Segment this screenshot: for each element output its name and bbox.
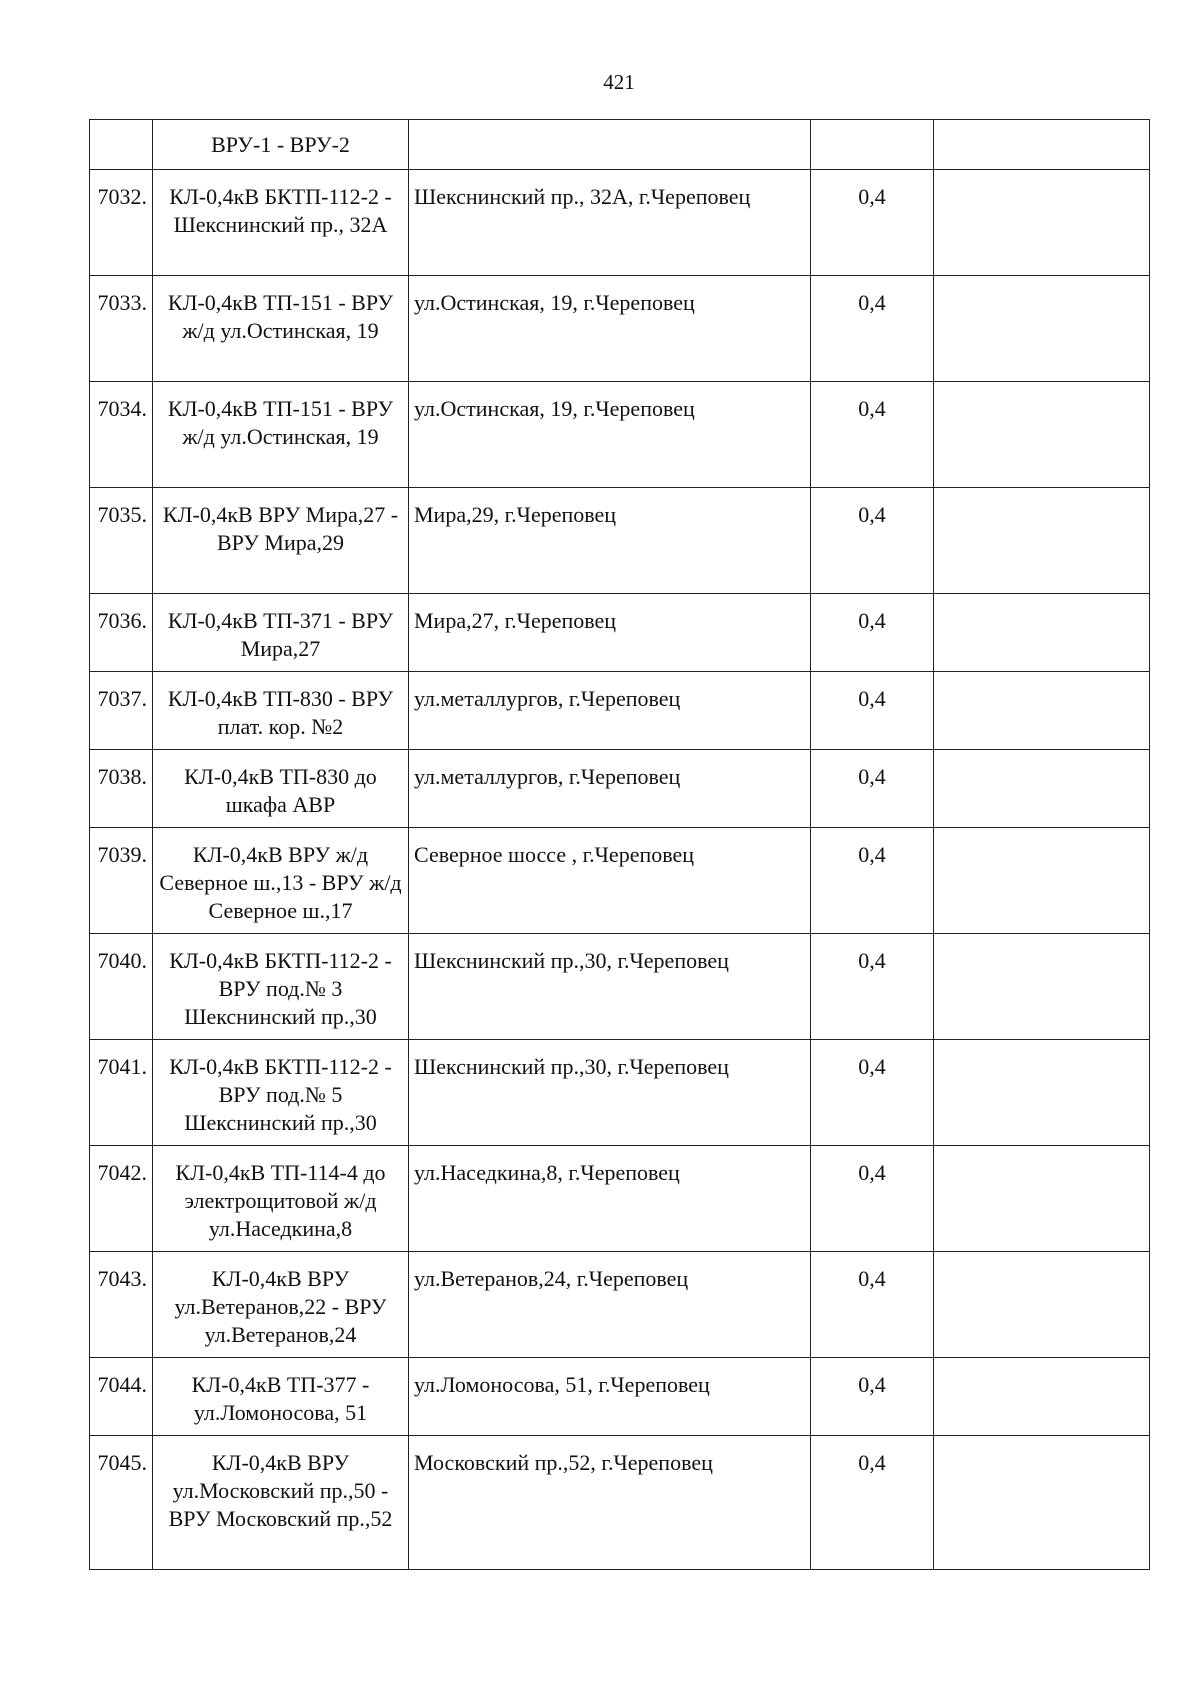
- table-row: [90, 1040, 1150, 1146]
- line-voltage: 0,4: [811, 276, 934, 382]
- line-voltage: 0,4: [811, 672, 934, 750]
- extra-cell: [934, 1436, 1150, 1570]
- row-number: 7034.: [90, 382, 153, 488]
- page-number: 421: [603, 70, 635, 94]
- line-address: Северное шоссе , г.Череповец: [409, 828, 811, 934]
- line-name: КЛ-0,4кВ ТП-151 - ВРУ ж/д ул.Остинская, 19: [153, 382, 409, 488]
- row-number: 7038.: [90, 750, 153, 828]
- table-row: [90, 672, 1150, 750]
- line-address: Московский пр.,52, г.Череповец: [409, 1436, 811, 1570]
- row-number: 7042.: [90, 1146, 153, 1252]
- row-number: 7032.: [90, 170, 153, 276]
- table-row: [90, 828, 1150, 934]
- line-address: ул.Остинская, 19, г.Череповец: [409, 382, 811, 488]
- line-address: Мира,27, г.Череповец: [409, 594, 811, 672]
- line-address: ул.металлургов, г.Череповец: [409, 750, 811, 828]
- line-name: КЛ-0,4кВ ТП-830 - ВРУ плат. кор. №2: [153, 672, 409, 750]
- table-row: [90, 276, 1150, 382]
- line-voltage: [811, 120, 934, 170]
- line-voltage: 0,4: [811, 1040, 934, 1146]
- line-name: КЛ-0,4кВ ТП-371 - ВРУ Мира,27: [153, 594, 409, 672]
- line-name: КЛ-0,4кВ ВРУ ул.Ветеранов,22 - ВРУ ул.Ветеранов,24: [153, 1252, 409, 1358]
- line-address: ул.Ветеранов,24, г.Череповец: [409, 1252, 811, 1358]
- table-row: [90, 1358, 1150, 1436]
- extra-cell: [934, 1040, 1150, 1146]
- line-name: КЛ-0,4кВ ТП-377 - ул.Ломоносова, 51: [153, 1358, 409, 1436]
- row-number: 7035.: [90, 488, 153, 594]
- line-address: Шекснинский пр.,30, г.Череповец: [409, 934, 811, 1040]
- line-name: КЛ-0,4кВ ТП-830 до шкафа АВР: [153, 750, 409, 828]
- table-row: [90, 934, 1150, 1040]
- row-number: [90, 120, 153, 170]
- line-address: Мира,29, г.Череповец: [409, 488, 811, 594]
- extra-cell: [934, 488, 1150, 594]
- line-name: КЛ-0,4кВ ВРУ Мира,27 - ВРУ Мира,29: [153, 488, 409, 594]
- line-name: КЛ-0,4кВ ВРУ ул.Московский пр.,50 - ВРУ Московский пр.,52: [153, 1436, 409, 1570]
- table-row: [90, 120, 1150, 170]
- row-number: 7040.: [90, 934, 153, 1040]
- line-voltage: 0,4: [811, 594, 934, 672]
- row-number: 7037.: [90, 672, 153, 750]
- line-address: Шекснинский пр.,30, г.Череповец: [409, 1040, 811, 1146]
- cable-line-table: [89, 119, 1150, 1570]
- line-voltage: 0,4: [811, 934, 934, 1040]
- line-voltage: 0,4: [811, 1436, 934, 1570]
- line-voltage: 0,4: [811, 382, 934, 488]
- line-name: ВРУ-1 - ВРУ-2: [153, 120, 409, 170]
- line-voltage: 0,4: [811, 1252, 934, 1358]
- line-name: КЛ-0,4кВ ТП-114-4 до электрощитовой ж/д ул.Наседкина,8: [153, 1146, 409, 1252]
- extra-cell: [934, 934, 1150, 1040]
- table-row: [90, 1436, 1150, 1570]
- row-number: 7041.: [90, 1040, 153, 1146]
- line-name: КЛ-0,4кВ БКТП-112-2 - Шекснинский пр., 32А: [153, 170, 409, 276]
- line-name: КЛ-0,4кВ БКТП-112-2 - ВРУ под.№ 3 Шекснинский пр.,30: [153, 934, 409, 1040]
- line-address: ул.Наседкина,8, г.Череповец: [409, 1146, 811, 1252]
- line-voltage: 0,4: [811, 750, 934, 828]
- line-voltage: 0,4: [811, 488, 934, 594]
- table-row: [90, 594, 1150, 672]
- row-number: 7044.: [90, 1358, 153, 1436]
- line-address: Шекснинский пр., 32А, г.Череповец: [409, 170, 811, 276]
- extra-cell: [934, 276, 1150, 382]
- table-row: [90, 1146, 1150, 1252]
- extra-cell: [934, 170, 1150, 276]
- table-row: [90, 750, 1150, 828]
- line-voltage: 0,4: [811, 170, 934, 276]
- row-number: 7045.: [90, 1436, 153, 1570]
- line-name: КЛ-0,4кВ ТП-151 - ВРУ ж/д ул.Остинская, 19: [153, 276, 409, 382]
- extra-cell: [934, 120, 1150, 170]
- row-number: 7036.: [90, 594, 153, 672]
- line-address: ул.Остинская, 19, г.Череповец: [409, 276, 811, 382]
- extra-cell: [934, 750, 1150, 828]
- extra-cell: [934, 594, 1150, 672]
- line-address: ул.металлургов, г.Череповец: [409, 672, 811, 750]
- table-row: [90, 170, 1150, 276]
- line-address: ул.Ломоносова, 51, г.Череповец: [409, 1358, 811, 1436]
- table-row: [90, 382, 1150, 488]
- row-number: 7039.: [90, 828, 153, 934]
- line-voltage: 0,4: [811, 828, 934, 934]
- table-row: [90, 1252, 1150, 1358]
- line-name: КЛ-0,4кВ БКТП-112-2 - ВРУ под.№ 5 Шекснинский пр.,30: [153, 1040, 409, 1146]
- line-address: [409, 120, 811, 170]
- extra-cell: [934, 1146, 1150, 1252]
- extra-cell: [934, 828, 1150, 934]
- extra-cell: [934, 1358, 1150, 1436]
- line-voltage: 0,4: [811, 1358, 934, 1436]
- extra-cell: [934, 382, 1150, 488]
- table-body: [90, 120, 1150, 1570]
- line-name: КЛ-0,4кВ ВРУ ж/д Северное ш.,13 - ВРУ ж/д Северное ш.,17: [153, 828, 409, 934]
- line-voltage: 0,4: [811, 1146, 934, 1252]
- extra-cell: [934, 672, 1150, 750]
- table-row: [90, 488, 1150, 594]
- row-number: 7033.: [90, 276, 153, 382]
- row-number: 7043.: [90, 1252, 153, 1358]
- extra-cell: [934, 1252, 1150, 1358]
